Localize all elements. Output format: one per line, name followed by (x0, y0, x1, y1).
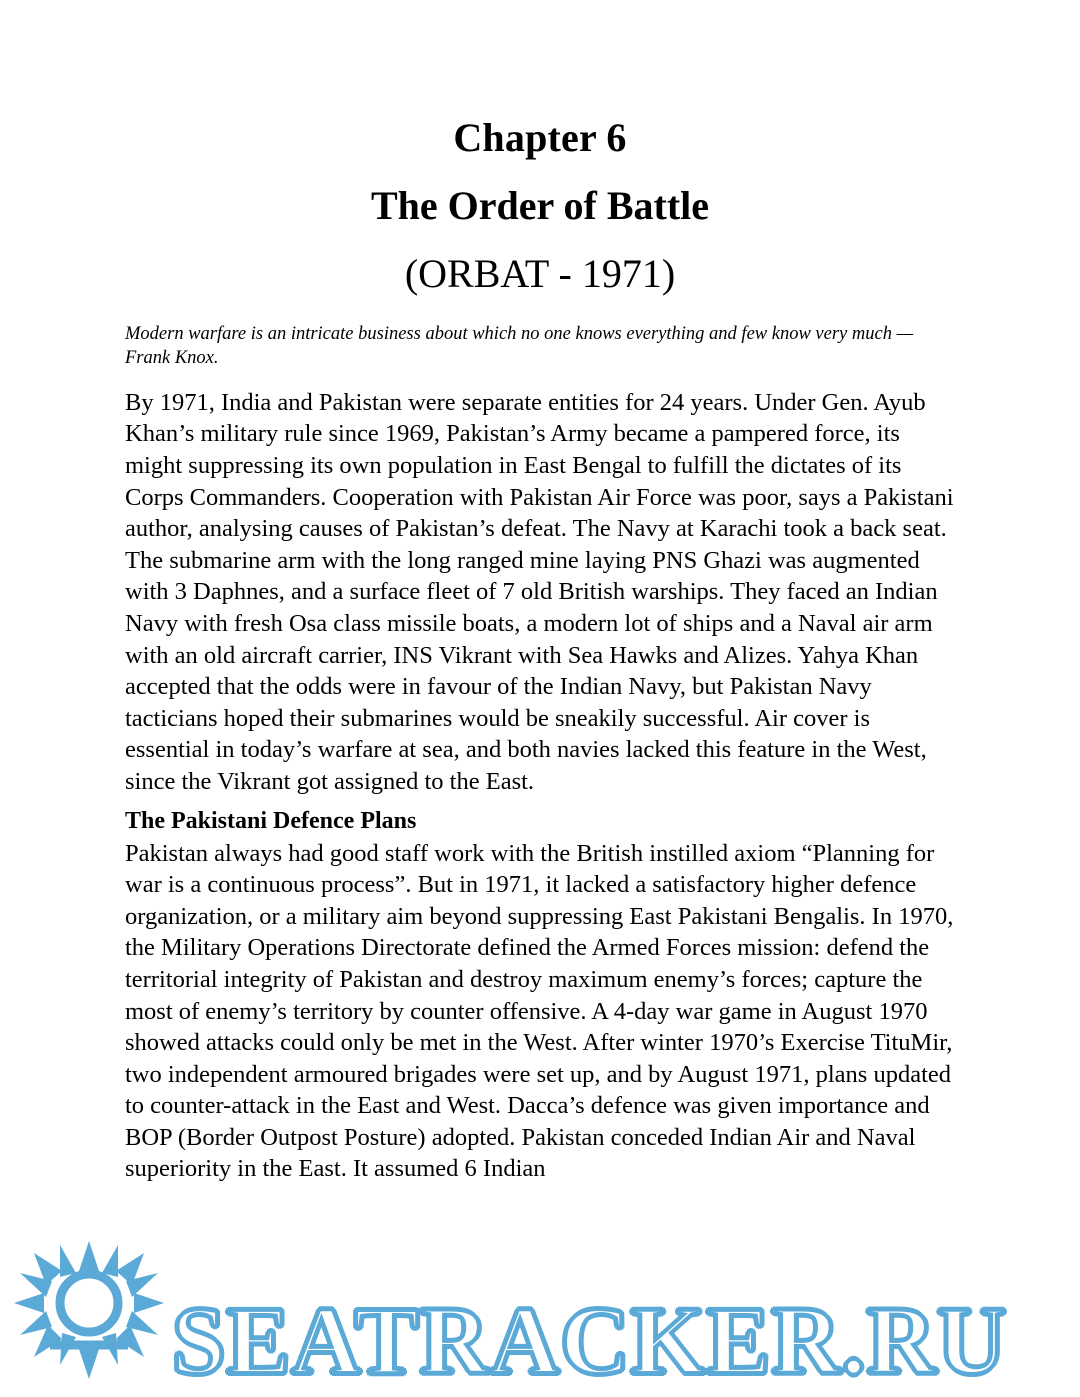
watermark (0, 1227, 1080, 1397)
chapter-label: Chapter 6 (453, 115, 627, 160)
watermark-text: SEATRACKER.RU (172, 1287, 1008, 1394)
epigraph-quote: Modern warfare is an intricate business about which no one knows everything and few know very much — Frank Knox. (125, 324, 914, 369)
paragraph-1: By 1971, India and Pakistan were separate entities for 24 years. Under Gen. Ayub Khan’s military rule since 1969, Pakistan’s Army became a pampered force, its might suppressing its own population in East Bengal to fulfill the dictates of its Corps Commanders. Cooperation with Pakistan Air Force was poor, says a Pakistani author, analysing causes of Pakistan’s defeat. The Navy at Karachi took a back seat. The submarine arm with the long ranged mine laying PNS Ghazi was augmented with 3 Daphnes, and a surface fleet of 7 old British warships. They faced an Indian Navy with fresh Osa class missile boats, a modern lot of ships and a Naval air arm with an old aircraft carrier, INS Vikrant with Sea Hawks and Alizes. Yahya Khan accepted that the odds were in favour of the Indian Navy, but Pakistan Navy tacticians hoped their submarines would be sneakily successful. Air cover is essential in today’s warfare at sea, and both navies lacked this feature in the West, since the Vikrant got assigned to the East. (125, 388, 954, 795)
title-block (0, 0, 1080, 294)
subheading-pakistani-defence-plans: The Pakistani Defence Plans (125, 807, 417, 834)
sun-burst-icon (14, 1241, 164, 1379)
chapter-title: The Order of Battle (370, 183, 710, 228)
chapter-subtitle: (ORBAT - 1971) (404, 251, 676, 296)
body-text-area (0, 322, 1080, 1185)
paragraph-2: Pakistan always had good staff work with the British instilled axiom “Planning for war is a continuous process”. But in 1971, it lacked a satisfactory higher defence organization, or a military aim beyond suppressing East Pakistani Bengalis. In 1970, the Military Operations Directorate defined the Armed Forces mission: defend the territorial integrity of Pakistan and destroy maximum enemy’s forces; capture the most of enemy’s territory by counter offensive. A 4-day war game in August 1970 showed attacks could only be met in the West. After winter 1970’s Exercise TituMir, two independent armoured brigades were set up, and by August 1971, plans updated to counter-attack in the East and West. Dacca’s defence was given importance and BOP (Border Outpost Posture) adopted. Pakistan conceded Indian Air and Naval superiority in the East. It assumed 6 Indian (125, 839, 954, 1183)
